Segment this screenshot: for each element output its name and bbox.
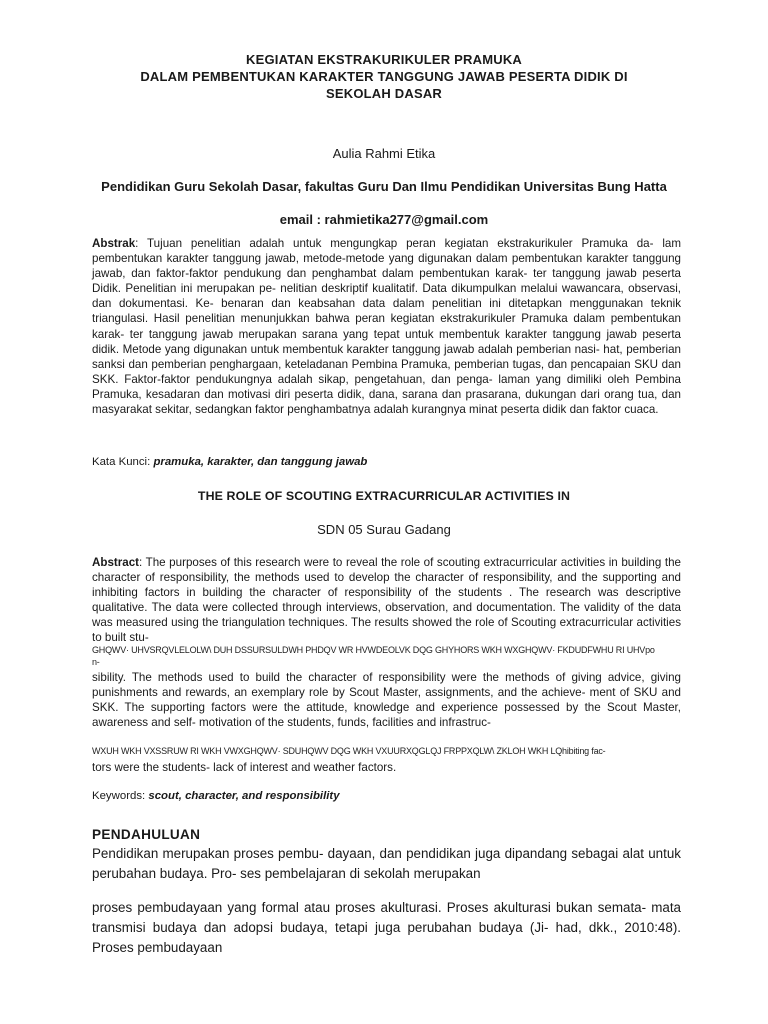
paper-title: [60, 51, 708, 102]
abstract-paragraph-3: tors were the students- lack of interest and weather factors.: [92, 761, 397, 774]
abstract-paragraph: [92, 555, 681, 646]
author-affiliation: Pendidikan Guru Sekolah Dasar, fakultas Guru Dan Ilmu Pendidikan Universitas Bung Hatta: [101, 179, 667, 194]
title-line-1: KEGIATAN EKSTRAKURIKULER PRAMUKA: [245, 52, 523, 67]
abstrak-paragraph: [92, 236, 681, 417]
abstract-label: Abstract: [92, 556, 140, 569]
abstract-garbled-line-1b: n-: [92, 657, 100, 667]
section-heading-pendahuluan: PENDAHULUAN: [92, 827, 201, 842]
keywords-text: scout, character, and responsibility: [148, 790, 340, 802]
keywords: Keywords: scout, character, and responsibility: [92, 790, 340, 802]
title-line-2: DALAM PEMBENTUKAN KARAKTER TANGGUNG JAWAB PESERTA DIDIK DI: [140, 69, 628, 84]
kata-kunci: Kata Kunci: pramuka, karakter, dan tanggung jawab: [92, 456, 368, 468]
english-subtitle: SDN 05 Surau Gadang: [317, 522, 451, 537]
title-line-3: SEKOLAH DASAR: [326, 86, 442, 101]
pendahuluan-paragraph-1: Pendidikan merupakan proses pembu- dayaan, dan pendidikan juga dipandang sebagai alat untuk perubahan budaya. Pro- ses pembelajaran di sekolah merupakan: [92, 846, 681, 881]
english-title: THE ROLE OF SCOUTING EXTRACURRICULAR ACTIVITIES IN: [197, 489, 571, 503]
kata-kunci-text: pramuka, karakter, dan tanggung jawab: [153, 456, 368, 468]
pendahuluan-paragraph-2: proses pembudayaan yang formal atau proses akulturasi. Proses akulturasi bukan semata- mata transmisi budaya dan adopsi budaya, tetapi juga perubahan budaya (Ji- had, dkk., 2010:48). Proses pembudayaan: [92, 900, 681, 955]
abstract-text-1: : The purposes of this research were to reveal the role of scouting extracurricular activities in building the character of responsibility, the methods used to develop the character of responsibility, and the supporting and inhibiting factors in building the character of responsibility of the students . The research was descriptive qualitative. The data were collected through interviews, observation, and documentation. The validity of the data was measured using the triangulation techniques. The results showed the role of Scouting extracurricular activities to built stu-: [92, 556, 681, 645]
abstract-paragraph-2: sibility. The methods used to build the character of responsibility were the methods of giving advice, giving punishments and rewards, an exemplary role by Scout Master, assignments, and the achieve- ment of SKU and SKK. The supporting factors were the attitude, knowledge and experience possessed by the Scout Master, awareness and self- motivation of the students, funds, facilities and infrastruc-: [92, 671, 681, 730]
abstrak-text: : Tujuan penelitian adalah untuk mengungkap peran kegiatan ekstrakurikuler Pramuka da- lam pembentukan karakter tanggung jawab, metode-metode yang digunakan dalam pembentukan karakter tanggung jawab, dan faktor-faktor pendukung dan penghambat dalam pembentukan karak- ter tanggung jawab peserta Didik. Penelitian ini merupakan pe- nelitian deskriptif kualitatif. Data dikumpulkan melalui wawancara, observasi, dan dokumentasi. Ke- benaran dan keabsahan data dalam penelitian ini ditetapkan menggunakan teknik triangulasi. Hasil penelitian menunjukkan bahwa peran kegiatan ekstrakurikuler Pramuka dalam pembentukan karak- ter tanggung jawab merupakan sarana yang tepat untuk membentuk karakter tanggung jawab peserta didik. Metode yang digunakan untuk membentuk karakter tanggung jawab adalah pemberian nasi- hat, pemberian sanksi dan pemberian penghargaan, keteladanan Pembina Pramuka, pemberian tugas, dan pencapaian SKU dan SKK. Faktor-faktor pendukungnya adalah sikap, pengetahuan, dan penga- laman yang dimiliki oleh Pembina Pramuka, kesadaran dan motivasi diri peserta didik, dana, sarana dan prasarana, dukungan dari orang tua, dan masyarakat sekitar, sedangkan faktor penghambatnya adalah kurangnya minat peserta didik dan faktor cuaca.: [92, 237, 681, 417]
author-name: Aulia Rahmi Etika: [332, 146, 436, 161]
abstract-garbled-line-1: GHQWV· UHVSRQVLELOLW\ DUH DSSURSULDWH PHDQV WR HVWDEOLVK DQG GHYHORS WKH WXGHQWV· FKDUDFWHU RI UHVpo: [92, 645, 655, 655]
keywords-label: Keywords: [92, 790, 143, 802]
kata-kunci-label: Kata Kunci: [92, 456, 148, 468]
abstract-garbled-line-2: WXUH WKH VXSSRUW RI WKH VWXGHQWV· SDUHQWV DQG WKH VXUURXQGLQJ FRPPXQLW\ ZKLOH WKH LQhibiting fac-: [92, 746, 606, 756]
author-email: email : rahmietika277@gmail.com: [279, 212, 489, 227]
abstrak-label: Abstrak: [92, 237, 136, 250]
